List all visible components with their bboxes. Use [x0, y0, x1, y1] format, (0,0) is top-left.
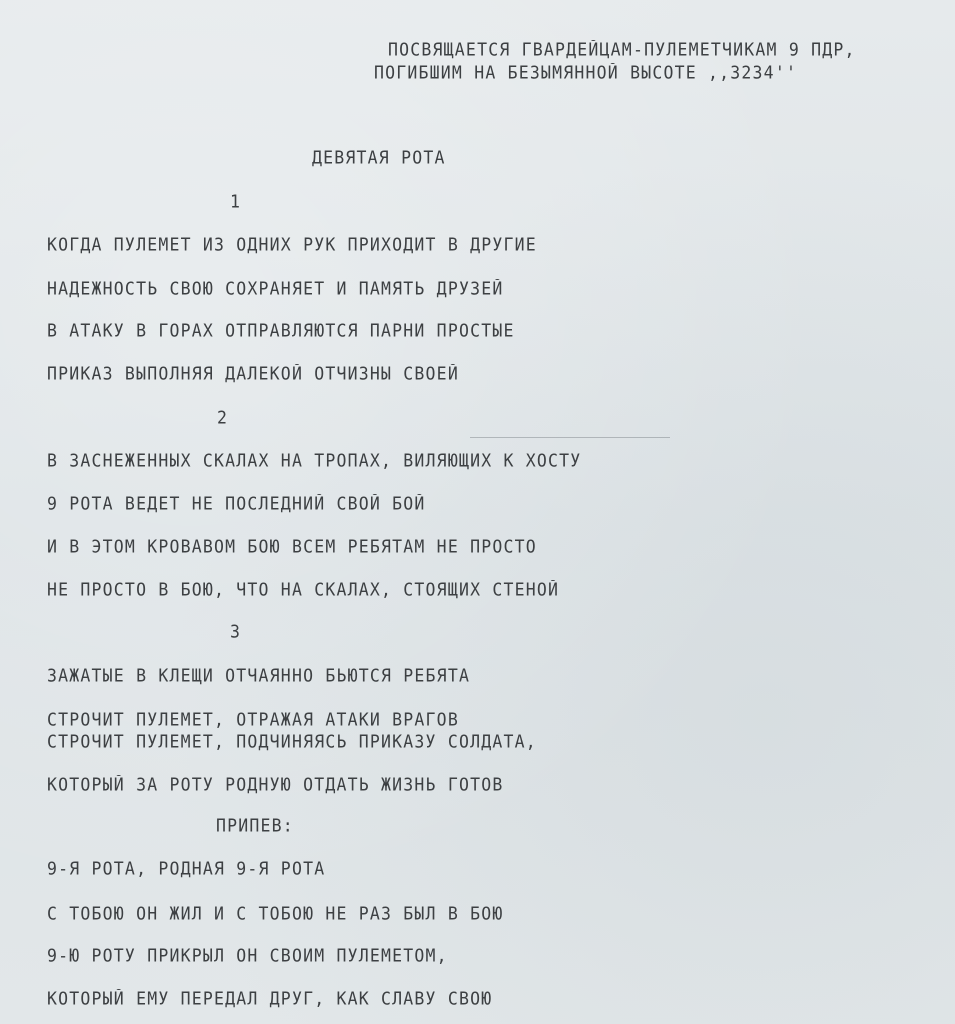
verse-line: В ЗАСНЕЖЕННЫХ СКАЛАХ НА ТРОПАХ, ВИЛЯЮЩИХ К ХОСТУ	[47, 451, 582, 471]
verse-line: КОГДА ПУЛЕМЕТ ИЗ ОДНИХ РУК ПРИХОДИТ В ДРУГИЕ	[47, 235, 537, 255]
dedication-line-1: ПОСВЯЩАЕТСЯ ГВАРДЕЙЦАМ-ПУЛЕМЕТЧИКАМ 9 ПДР,	[388, 40, 856, 60]
faint-rule-mark	[470, 437, 670, 438]
verse-line: В АТАКУ В ГОРАХ ОТПРАВЛЯЮТСЯ ПАРНИ ПРОСТЫЕ	[47, 321, 515, 341]
song-title: ДЕВЯТАЯ РОТА	[312, 148, 446, 168]
verse-line: СТРОЧИТ ПУЛЕМЕТ, ПОДЧИНЯЯСЬ ПРИКАЗУ СОЛДАТА,	[47, 732, 537, 752]
verse-number: 2	[217, 408, 229, 428]
verse-line: ПРИКАЗ ВЫПОЛНЯЯ ДАЛЕКОЙ ОТЧИЗНЫ СВОЕЙ	[47, 364, 459, 384]
chorus-line: С ТОБОЮ ОН ЖИЛ И С ТОБОЮ НЕ РАЗ БЫЛ В БОЮ	[47, 904, 504, 924]
verse-line: И В ЭТОМ КРОВАВОМ БОЮ ВСЕМ РЕБЯТАМ НЕ ПРОСТО	[47, 537, 537, 557]
verse-line: 9 РОТА ВЕДЕТ НЕ ПОСЛЕДНИЙ СВОЙ БОЙ	[47, 494, 426, 514]
verse-line: КОТОРЫЙ ЗА РОТУ РОДНУЮ ОТДАТЬ ЖИЗНЬ ГОТОВ	[47, 775, 504, 795]
verse-line: НАДЕЖНОСТЬ СВОЮ СОХРАНЯЕТ И ПАМЯТЬ ДРУЗЕЙ	[47, 279, 504, 299]
verse-line: ЗАЖАТЫЕ В КЛЕЩИ ОТЧАЯННО БЬЮТСЯ РЕБЯТА	[47, 666, 471, 686]
verse-line: СТРОЧИТ ПУЛЕМЕТ, ОТРАЖАЯ АТАКИ ВРАГОВ	[47, 710, 459, 730]
verse-number: 1	[230, 192, 242, 212]
dedication-line-2: ПОГИБШИМ НА БЕЗЫМЯННОЙ ВЫСОТЕ ,,3234''	[374, 63, 798, 83]
verse-line: НЕ ПРОСТО В БОЮ, ЧТО НА СКАЛАХ, СТОЯЩИХ СТЕНОЙ	[47, 580, 560, 600]
chorus-label: ПРИПЕВ:	[216, 816, 294, 836]
chorus-line: 9-Я РОТА, РОДНАЯ 9-Я РОТА	[47, 859, 326, 879]
verse-number: 3	[230, 622, 242, 642]
chorus-line: КОТОРЫЙ ЕМУ ПЕРЕДАЛ ДРУГ, КАК СЛАВУ СВОЮ	[47, 989, 493, 1009]
chorus-line: 9-Ю РОТУ ПРИКРЫЛ ОН СВОИМ ПУЛЕМЕТОМ,	[47, 946, 448, 966]
